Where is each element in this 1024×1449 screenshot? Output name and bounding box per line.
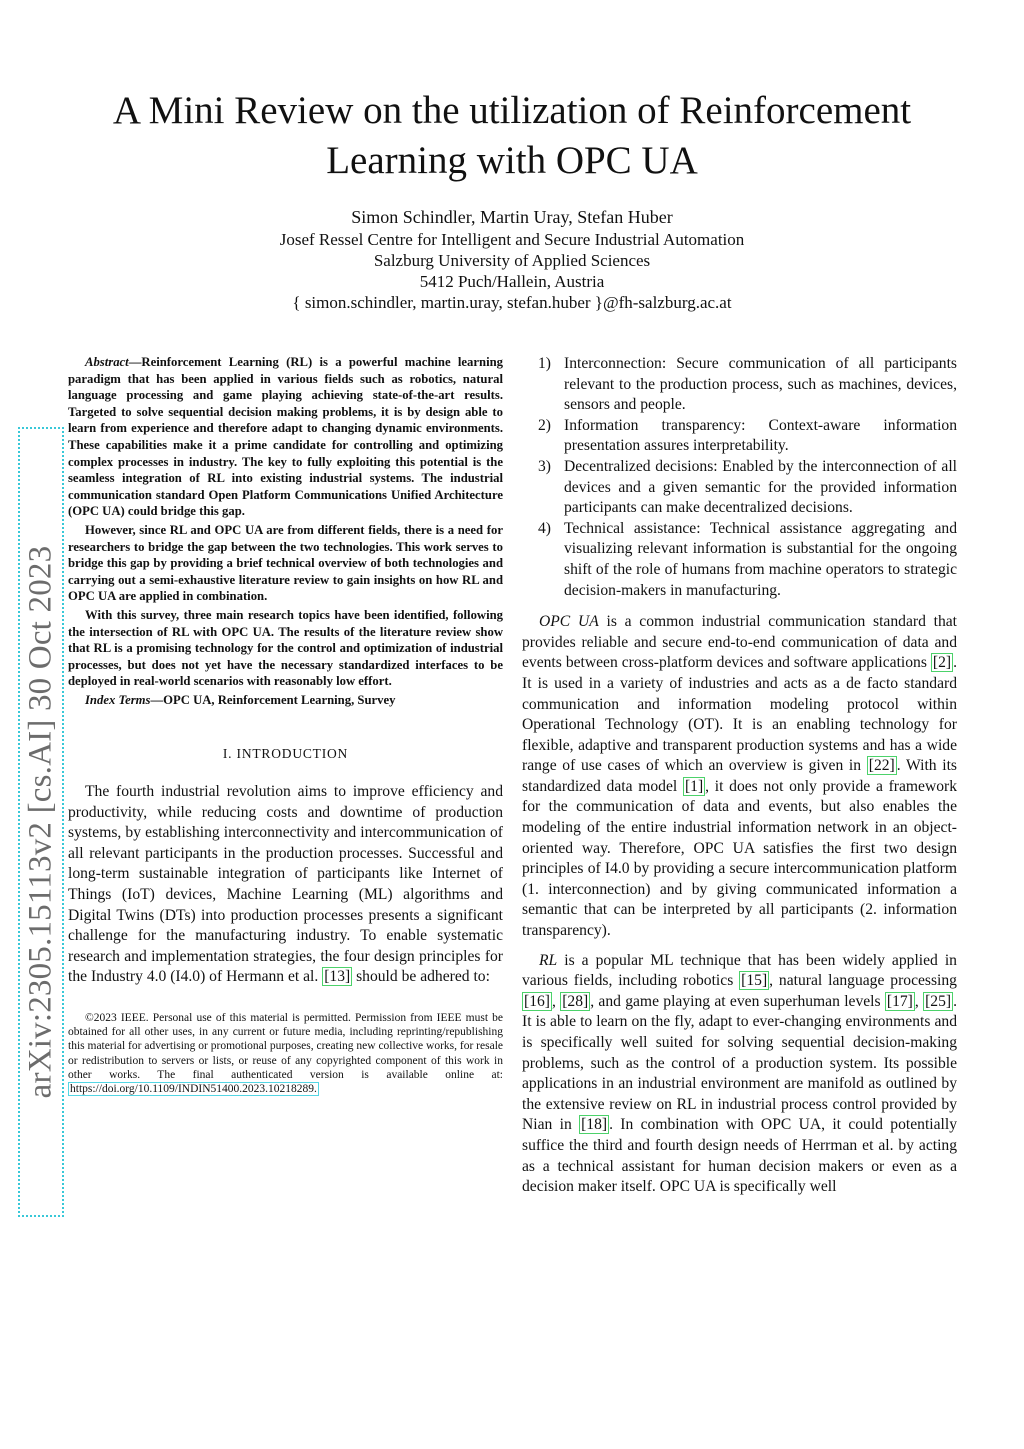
- citation-link[interactable]: [22]: [868, 757, 895, 775]
- address: 5412 Puch/Hallein, Austria: [419, 272, 605, 291]
- arxiv-id: arXiv:2305.15113v2 [cs.AI] 30 Oct 2023: [22, 545, 59, 1099]
- right-column: [522, 354, 957, 1198]
- citation-link[interactable]: [25]: [925, 992, 952, 1010]
- opcua-paragraph: OPC UA is a common industrial communication standard that provides reliable and secure end-to-end communication of data and events between cross-platform devices and software applications [2] . It is used in a variety of industries and acts as a de facto standard communication and information modeling protocol within Operational Technology (OT). It is an enabling technology for flexible, adaptive and transparent production systems and has a wide range of use cases of which an overview is given in [22] . With its standardized data model [1] , it does not only provide a framework for the communication of data and events, but also enables the modeling of the entire industrial information network in an object-oriented way. Therefore, OPC UA satisfies the first two design principles of I4.0 by providing a secure intercommunication platform (1. interconnection) and by giving communicated information a semantic that can be interpreted by all participants (2. information transparency).: [522, 613, 958, 940]
- citation-link[interactable]: [2]: [932, 654, 952, 672]
- citation-link[interactable]: [17]: [886, 992, 913, 1010]
- author-emails: { simon.schindler, martin.uray, stefan.huber }@fh-salzburg.ac.at: [292, 293, 732, 312]
- index-terms: Index Terms—OPC UA, Reinforcement Learning, Survey: [85, 692, 396, 707]
- abstract-paragraph-1: Abstract—Reinforcement Learning (RL) is a powerful machine learning paradigm that has been applied in various fields such as robotics, natural language processing and game playing achieving state-of-the-art results. Targeted to solve sequential decision making problems, it is by design able to learn from experience and therefore adapt to changing dynamic environments. These capabilities make it a prime candidate for controlling and optimizing complex processes in industry. The key to fully exploiting this potential is the seamless integration of RL into existing industrial systems. The industrial communication standard Open Platform Communications Unified Architecture (OPC UA) could bridge this gap.: [68, 355, 503, 519]
- author-names: Simon Schindler, Martin Uray, Stefan Huber: [351, 207, 673, 227]
- affiliation: Josef Ressel Centre for Intelligent and Secure Industrial Automation: [279, 230, 745, 249]
- list-item: 4) Technical assistance: Technical assistance aggregating and visualizing relevant information is substantial for the ongoing shift of the role of humans from machine operators to strategic decision-makers in manufacturing.: [538, 519, 957, 599]
- author-block: [170, 207, 854, 313]
- citation-link[interactable]: [18]: [581, 1116, 608, 1134]
- citation-link[interactable]: [15]: [741, 972, 768, 990]
- paper-title: A Mini Review on the utilization of Reinforcement Learning with OPC UA: [112, 89, 912, 182]
- section-heading-introduction: I. INTRODUCTION: [222, 746, 349, 762]
- list-item: 1) Interconnection: Secure communication of all participants relevant to the production process, such as machines, devices, sensors and people.: [538, 355, 957, 414]
- citation-link[interactable]: [28]: [562, 992, 589, 1010]
- copyright-notice: ©2023 IEEE. Personal use of this material is permitted. Permission from IEEE must be obtained for all other uses, in any current or future media, including reprinting/republishing this material for advertising or promotional purposes, creating new collective works, for resale or redistribution to servers or lists, or reuse of any copyrighted component of this work in other works. The final authenticated version is available online at: https://doi.org/10.1109/INDIN51400.2023.10218289.: [68, 1012, 503, 1096]
- university: Salzburg University of Applied Sciences: [373, 251, 651, 270]
- design-principles-list: [522, 354, 957, 601]
- rl-paragraph: RL is a popular ML technique that has been widely applied in various fields, including robotics [15] , natural language processing [16] , [28] , and game playing at even superhuman levels [17] , [25] . It is able to learn on the fly, adapt to ever-changing environments and is specifically well suited for solving sequential decision-making problems, such as the control of a production system. Its possible applications in an industrial environment are manifold as outlined by the extensive review on RL in industrial process control provided by Nian in [18] . In combination with OPC UA, it could potentially suffice the third and fourth design needs of Herrman et al. by acting as a technical assistant for human decision makers or even as a decision maker itself. OPC UA is specifically well: [522, 951, 957, 1196]
- list-item: 3) Decentralized decisions: Enabled by the interconnection of all devices and a given semantic for the provided information participants can make decentralized decisions.: [538, 457, 957, 517]
- introduction-paragraph-1: The fourth industrial revolution aims to improve efficiency and productivity, while reducing costs and downtime of production systems, by establishing interconnectivity and intercommunication of all relevant participants in the production processes. Successful and long-term sustainable integration of participants like Internet of Things (IoT) devices, Machine Learning (ML) algorithms and Digital Twins (DTs) into production processes presents a significant challenge for the manufacturing industry. To enable systematic research and implementation strategies, the four design principles for the Industry 4.0 (I4.0) of Hermann et al. [13] should be adhered to:: [68, 783, 503, 986]
- abstract-paragraph-2: However, since RL and OPC UA are from different fields, there is a need for researchers to bridge the gap between the two technologies. This work serves to bridge this gap by providing a brief technical overview of both technologies and carrying out a semi-exhaustive literature review to gain insights on how RL and OPC UA are applied in combination.: [68, 522, 503, 604]
- abstract: [68, 354, 503, 708]
- arxiv-stamp[interactable]: [18, 427, 64, 1217]
- citation-link[interactable]: [1]: [684, 777, 704, 795]
- citation-link[interactable]: [16]: [524, 992, 550, 1010]
- left-column: [68, 354, 503, 1096]
- doi-link[interactable]: https://doi.org/10.1109/INDIN51400.2023.10218289.: [70, 1083, 317, 1096]
- abstract-paragraph-3: With this survey, three main research topics have been identified, following the intersection of RL with OPC UA. The results of the literature review show that RL is a promising technology for the control and optimization of industrial processes, but does not yet have the necessary standardized interfaces to be deployed in real-world scenarios with reasonably low effort.: [68, 607, 503, 689]
- index-terms-label: Index Terms: [85, 692, 151, 707]
- citation-link[interactable]: [13]: [324, 968, 351, 986]
- abstract-label: Abstract: [85, 355, 129, 369]
- introduction-body: [68, 782, 503, 988]
- list-item: 2) Information transparency: Context-aware information presentation assures interpretability.: [538, 416, 957, 455]
